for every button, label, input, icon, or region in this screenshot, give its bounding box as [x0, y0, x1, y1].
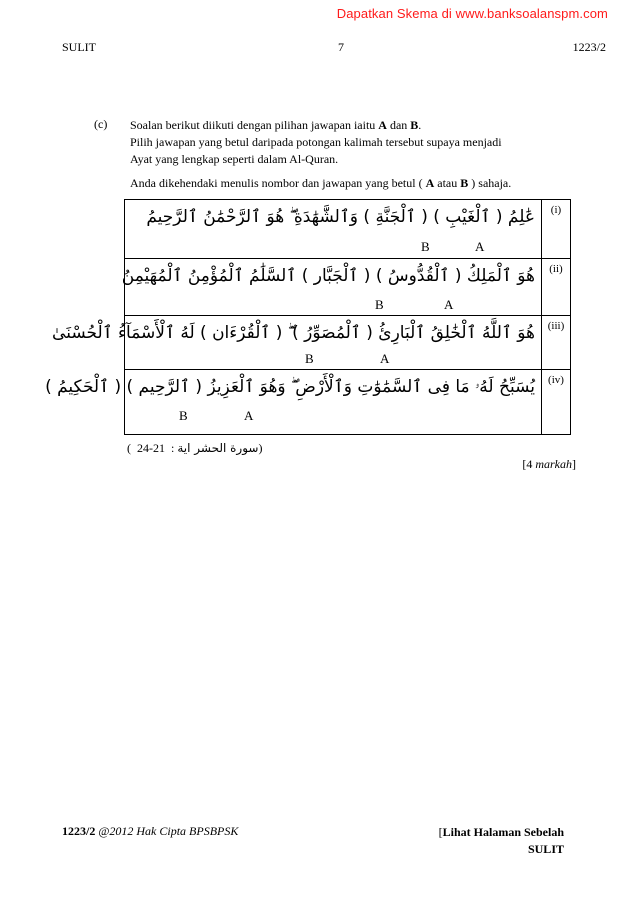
option-a-label: A [380, 351, 390, 366]
question-table [45, 199, 571, 435]
instruction-text: . [418, 118, 422, 132]
option-b-bold: B [460, 176, 469, 190]
page-number: 7 [338, 40, 344, 54]
table-row [125, 316, 571, 370]
arabic-verse: عَٰلِمُ ( ٱلْغَيْبِ ) ( ٱلْجَنَّةِ ) وَٱلشَّهَٰدَةِ ۖ هُوَ ٱلرَّحْمَٰنُ ٱلرَّحِيمُ [146, 207, 535, 227]
instruction-line-1 [130, 117, 421, 134]
copyright-text: @2012 Hak Cipta BPSBPSK [95, 824, 239, 838]
option-a-bold: A [425, 176, 435, 190]
option-a-bold: A [378, 118, 387, 132]
option-b-label: B [421, 239, 430, 254]
surah-name: سورة الحشر اية [177, 441, 259, 455]
arabic-verse: هُوَ ٱللَّهُ ٱلْخَٰلِقُ ٱلْبَارِئُ ( ٱلْمُصَوِّرُ ) ۖ ( ٱلْقُرْءَان ) لَهُ ٱلْأَسْمَآءُ ٱلْحُسْنَىٰ [52, 323, 535, 343]
reference-colon: : [171, 441, 175, 455]
option-b-label: B [305, 351, 314, 366]
next-page-text: Lihat Halaman Sebelah [442, 825, 564, 839]
next-bracket: [ [438, 825, 443, 839]
instruction-text: dan [386, 118, 411, 132]
verse-range: 24-21 [137, 441, 165, 455]
instruction-line-4 [130, 175, 511, 192]
marks-value: [4 [522, 457, 536, 471]
option-a-label: A [444, 297, 454, 312]
item-number: (iii) [542, 316, 571, 370]
option-b-bold: B [410, 118, 419, 132]
paper-code: 1223/2 [572, 40, 606, 54]
verse-reference [127, 441, 262, 456]
question-label: (c) [94, 117, 108, 131]
item-content-cell [45, 370, 542, 435]
item-content-cell [121, 259, 542, 316]
table-row [125, 200, 571, 259]
item-number: (i) [542, 200, 571, 259]
marks-word: markah [535, 457, 572, 471]
footer-paper-code: 1223/2 [62, 824, 96, 838]
option-a-label: A [244, 408, 254, 423]
instruction-text: Soalan berikut diikuti dengan pilihan jawapan iaitu [130, 118, 379, 132]
footer-classification: SULIT [527, 842, 564, 856]
option-a-label: A [475, 239, 485, 254]
option-b-label: B [179, 408, 188, 423]
table-row [125, 370, 571, 435]
item-number: (ii) [542, 259, 571, 316]
instruction-text: Anda dikehendaki menulis nombor dan jawapan yang betul ( [130, 176, 426, 190]
item-content-cell [125, 200, 542, 259]
reference-bracket: ) [258, 441, 263, 455]
footer-copyright [62, 824, 238, 839]
arabic-verse: يُسَبِّحُ لَهُۥ مَا فِى ٱلسَّمَٰوَٰتِ وَٱلْأَرْضِ ۖ وَهُوَ ٱلْعَزِيزُ ( ٱلرَّحِيم ) ( ٱلْحَكِيمُ ) [45, 377, 535, 397]
instruction-text: ) sahaja. [468, 176, 512, 190]
instruction-text: atau [434, 176, 461, 190]
item-number: (iv) [542, 370, 571, 435]
option-b-label: B [375, 297, 384, 312]
footer-next-page [439, 824, 564, 858]
table-row [125, 259, 571, 316]
instruction-line-2: Pilih jawapan yang betul daripada potongan kalimah tersebut supaya menjadi [130, 135, 502, 149]
reference-bracket: ( [127, 441, 131, 455]
item-content-cell [52, 316, 542, 370]
arabic-verse: هُوَ ٱلْمَلِكُ ( ٱلْقُدُّوسُ ) ( ٱلْجَبَّار ) ٱلسَّلَٰمُ ٱلْمُؤْمِنُ ٱلْمُهَيْمِنُ [121, 266, 535, 286]
instruction-line-3: Ayat yang lengkap seperti dalam Al-Quran. [130, 152, 339, 166]
header-classification: SULIT [62, 40, 96, 54]
marks-allocation [522, 457, 576, 472]
watermark-link[interactable]: Dapatkan Skema di www.banksoalanspm.com [336, 6, 608, 21]
marks-bracket: ] [572, 457, 576, 471]
